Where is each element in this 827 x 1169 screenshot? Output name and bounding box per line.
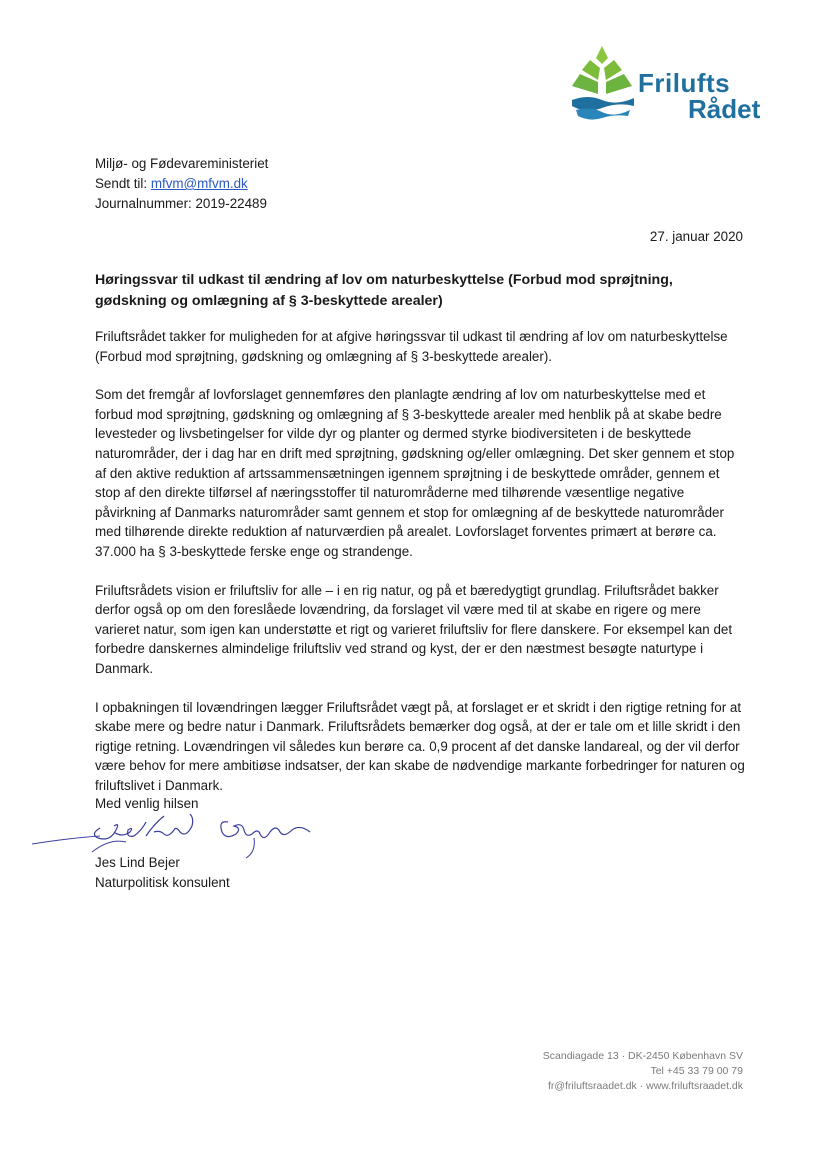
logo-wordmark bbox=[638, 70, 760, 122]
recipient-email-link[interactable]: mfvm@mfvm.dk bbox=[150, 176, 248, 191]
footer-address: Scandiagade 13 · DK-2450 København SV bbox=[542, 1050, 743, 1062]
friluftsraadet-logo bbox=[568, 40, 768, 130]
body-paragraph: I opbakningen til lovændringen lægger Friluftsrådet vægt på, at forslaget er et skridt i den rigtige retning for at skabe mere og bedre natur i Danmark. Friluftsrådets bemærker dog også, at der er tale om et lille skridt i den rigtige retning. Lovændringen vil således kun berøre ca. 0,9 procent af det danske landareal, og der vil derfor være behov for mere ambitiøse indsatser, der kan skabe de nødvendige markante forbedringer for naturen og friluftslivet i Danmark. bbox=[95, 699, 745, 793]
letter-footer bbox=[543, 1049, 743, 1094]
body-paragraph: Friluftsrådet takker for muligheden for at afgive høringssvar til udkast til ændring af lov om naturbeskyttelse (Forbud mod sprøjtning, gødskning og omlægning af § 3-beskyttede arealer). bbox=[95, 329, 728, 364]
recipient-name: Miljø- og Fødevareministeriet bbox=[95, 156, 269, 171]
journal-number: Journalnummer: 2019-22489 bbox=[95, 196, 267, 211]
footer-phone: Tel +45 33 79 00 79 bbox=[650, 1065, 743, 1077]
signer-block bbox=[95, 853, 230, 893]
closing-greeting: Med venlig hilsen bbox=[95, 796, 199, 811]
sent-to-line bbox=[95, 174, 268, 194]
letter-subject: Høringssvar til udkast til ændring af lov om naturbeskyttelse (Forbud mod sprøjtning, gødskning og omlægning af § 3-beskyttede arealer) bbox=[95, 272, 673, 309]
body-paragraph: Som det fremgår af lovforslaget gennemføres den planlagte ændring af lov om naturbeskyttelse med et forbud mod sprøjtning, gødskning og omlægning af § 3-beskyttede arealer med henblik på at skabe bedre levesteder og livsbetingelser for vilde dyr og planter og dermed styrke biodiversiteten i de beskyttede naturområder, der i dag har en drift med sprøjtning, gødskning og/eller omlægning. Det sker gennem et stop af den aktive reduktion af artssammensætningen igennem sprøjtning i de beskyttede områder, gennem et stop af den direkte tilførsel af næringsstoffer til naturområderne med tilhørende væsentlige negative påvirkning af Danmarks naturområder samt gennem et stop for omlægning af de beskyttede naturområder med tilhørende direkte reduktion af naturværdien på arealet. Lovforslaget forventes primært at berøre ca. 37.000 ha § 3-beskyttede ferske enge og strandenge. bbox=[95, 387, 735, 559]
body-paragraph: Friluftsrådets vision er friluftsliv for alle – i en rig natur, og på et bæredygtigt grundlag. Friluftsrådet bakker derfor også op om den foreslåede lovændring, da forslaget vil være med til at skabe en rigere og mere varieret natur, som igen kan understøtte et rigt og varieret friluftsliv for flere danskere. For eksempel kan det forbedre danskernes almindelige friluftsliv ved strand og kyst, der er den næstmest besøgte naturtype i Danmark. bbox=[95, 582, 733, 676]
letter-date: 27. januar 2020 bbox=[649, 229, 743, 244]
signer-name: Jes Lind Bejer bbox=[95, 855, 180, 870]
logo-word-frilufts: Frilufts bbox=[638, 68, 731, 98]
leaf-logo-icon bbox=[568, 40, 638, 130]
sent-to-label: Sendt til: bbox=[95, 176, 151, 191]
letter-body bbox=[95, 327, 745, 814]
signer-title: Naturpolitisk konsulent bbox=[95, 875, 230, 890]
recipient-block bbox=[95, 154, 268, 214]
logo-word-raadet: Rådet bbox=[688, 94, 761, 124]
footer-contact: fr@friluftsraadet.dk · www.friluftsraadet.dk bbox=[547, 1080, 743, 1092]
